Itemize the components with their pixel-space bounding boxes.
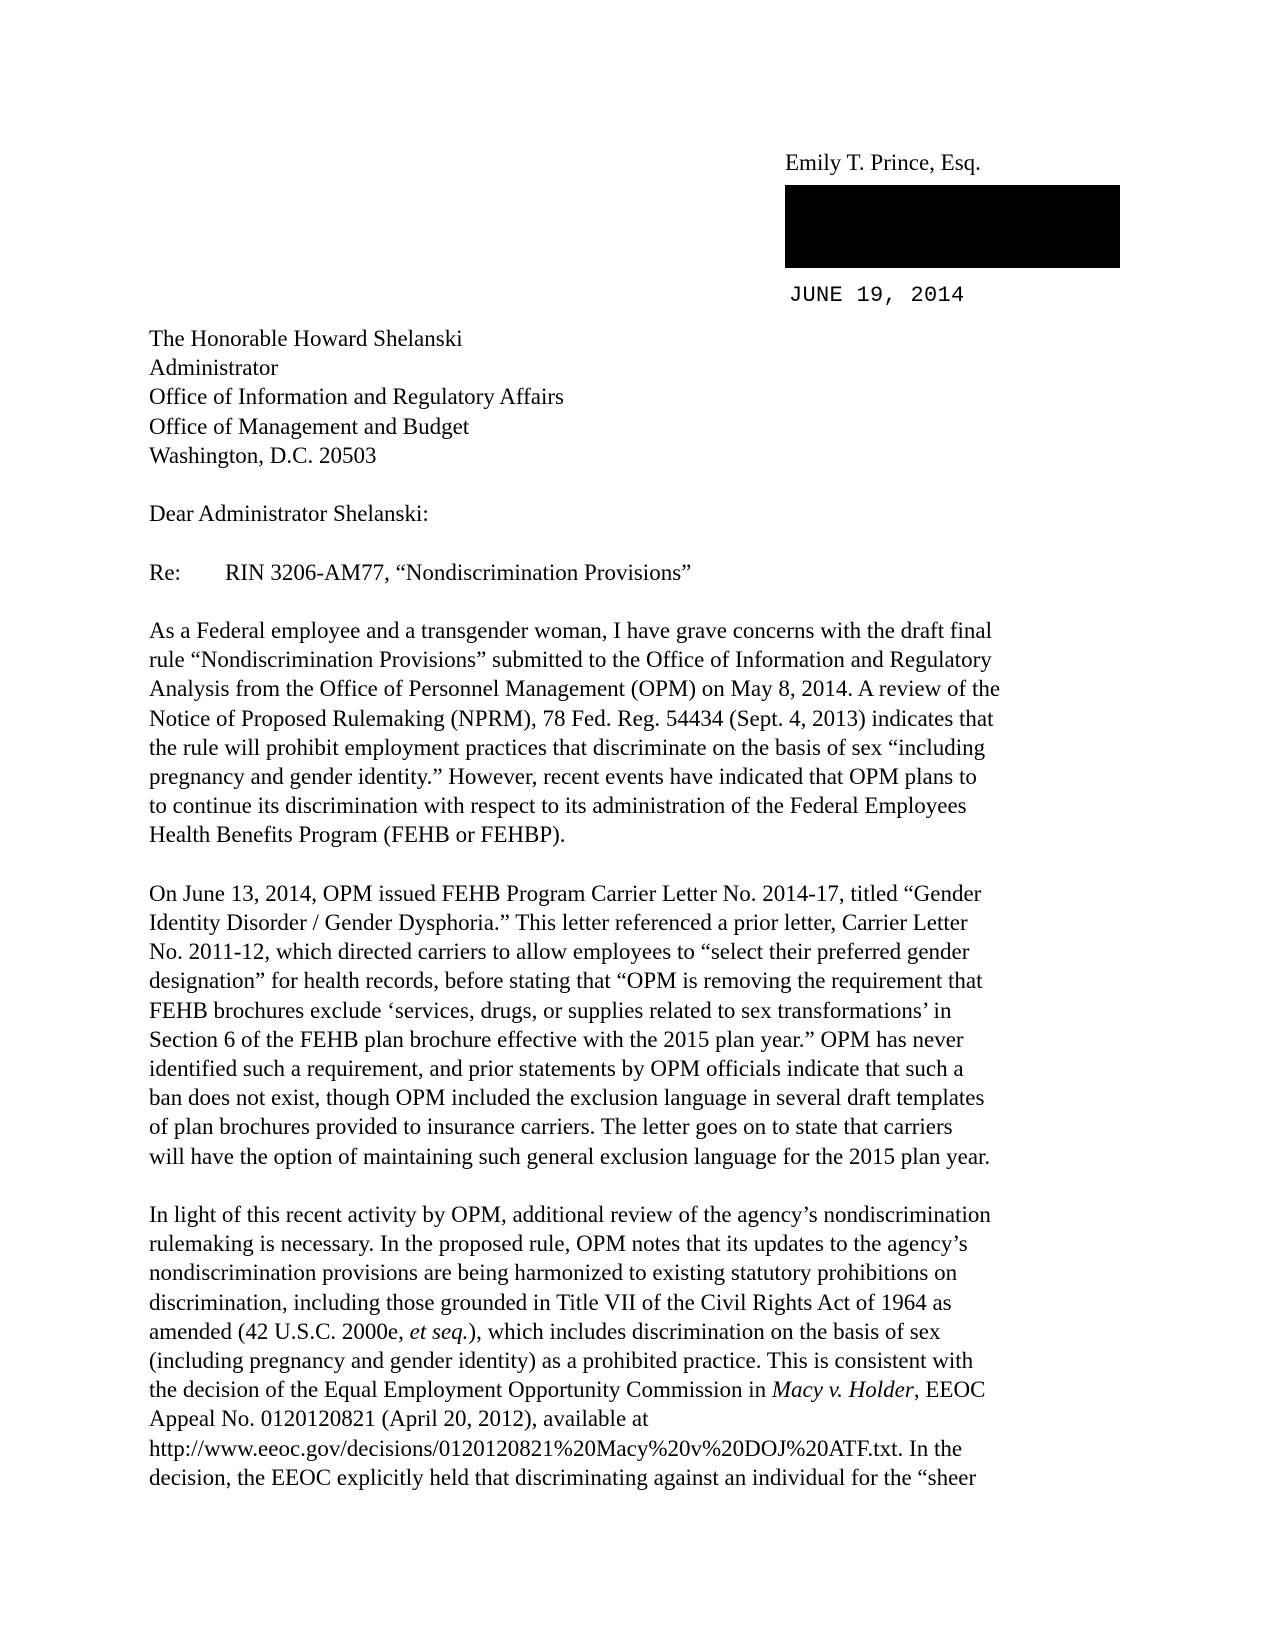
paragraph-line: FEHB brochures exclude ‘services, drugs, or supplies related to sex transformations’ in [149, 997, 952, 1023]
paragraph-line: No. 2011-12, which directed carriers to allow employees to “select their preferred gender [149, 939, 970, 965]
paragraph-line: As a Federal employee and a transgender woman, I have grave concerns with the draft final [149, 617, 992, 643]
paragraph-line: Health Benefits Program (FEHB or FEHBP). [149, 822, 566, 848]
letter-date: JUNE 19, 2014 [789, 283, 965, 308]
paragraph-line: Identity Disorder / Gender Dysphoria.” This letter referenced a prior letter, Carrier Letter [149, 910, 968, 935]
paragraph-line: the rule will prohibit employment practices that discriminate on the basis of sex “including [149, 734, 986, 760]
paragraph-line: discrimination, including those grounded in Title VII of the Civil Rights Act of 1964 as [149, 1289, 952, 1315]
sender-name: Emily T. Prince, Esq. [785, 150, 981, 175]
paragraph-line: rule “Nondiscrimination Provisions” submitted to the Office of Information and Regulatory [149, 647, 992, 673]
paragraph-1 [149, 616, 1129, 850]
line-segment: amended (42 U.S.C. 2000e, [149, 1318, 410, 1344]
paragraph-line [149, 1375, 1129, 1404]
letter-body [149, 324, 1129, 1492]
line-segment: the decision of the Equal Employment Opportunity Commission in [149, 1377, 772, 1403]
recipient-line: Washington, D.C. 20503 [149, 442, 377, 468]
paragraph-line: Notice of Proposed Rulemaking (NPRM), 78 Fed. Reg. 54434 (Sept. 4, 2013) indicates that [149, 705, 994, 731]
recipient-line: The Honorable Howard Shelanski [149, 326, 463, 351]
paragraph-line: Analysis from the Office of Personnel Management (OPM) on May 8, 2014. A review of the [149, 676, 1001, 702]
subject-label: Re: [149, 559, 181, 585]
paragraph-line: designation” for health records, before stating that “OPM is removing the requirement that [149, 968, 983, 994]
citation-italic: et seq. [409, 1318, 469, 1344]
paragraph-line: nondiscrimination provisions are being harmonized to existing statutory prohibitions on [149, 1260, 958, 1286]
paragraph-line: to continue its discrimination with respect to its administration of the Federal Employees [149, 793, 967, 819]
sender-block [785, 148, 1125, 308]
paragraph-line: ban does not exist, though OPM included the exclusion language in several draft templates [149, 1085, 985, 1111]
paragraph-line: On June 13, 2014, OPM issued FEHB Program Carrier Letter No. 2014-17, titled “Gender [149, 880, 982, 906]
case-name-italic: Macy v. Holder [771, 1377, 914, 1403]
redacted-address-block [785, 185, 1120, 268]
paragraph-line: (including pregnancy and gender identity) as a prohibited practice. This is consistent with [149, 1348, 974, 1374]
salutation: Dear Administrator Shelanski: [149, 501, 429, 527]
paragraph-line: will have the option of maintaining such general exclusion language for the 2015 plan year. [149, 1143, 991, 1169]
paragraph-line: of plan brochures provided to insurance carriers. The letter goes on to state that carriers [149, 1114, 953, 1140]
paragraph-line: Section 6 of the FEHB plan brochure effective with the 2015 plan year.” OPM has never [149, 1026, 964, 1052]
paragraph-3 [149, 1200, 1129, 1492]
paragraph-line: In light of this recent activity by OPM, additional review of the agency’s nondiscrimination [149, 1202, 991, 1228]
recipient-line: Office of Information and Regulatory Affairs [149, 384, 564, 410]
paragraph-line: Appeal No. 0120120821 (April 20, 2012), available at [149, 1406, 649, 1432]
paragraph-line: decision, the EEOC explicitly held that discriminating against an individual for the “sheer [149, 1464, 977, 1490]
recipient-line: Administrator [149, 355, 279, 381]
paragraph-line: identified such a requirement, and prior statements by OPM officials indicate that such a [149, 1056, 964, 1082]
recipient-line: Office of Management and Budget [149, 413, 470, 439]
paragraph-line: rulemaking is necessary. In the proposed rule, OPM notes that its updates to the agency’s [149, 1231, 968, 1257]
subject-line [149, 558, 1129, 587]
line-segment: , EEOC [913, 1377, 986, 1403]
paragraph-line [149, 1317, 1129, 1346]
subject-text: RIN 3206-AM77, “Nondiscrimination Provisions” [225, 559, 692, 585]
line-segment: ), which includes discrimination on the basis of sex [468, 1318, 941, 1344]
paragraph-2 [149, 879, 1129, 1171]
paragraph-line: pregnancy and gender identity.” However, recent events have indicated that OPM plans to [149, 764, 977, 789]
recipient-address [149, 324, 1129, 470]
eeoc-decision-url: http://www.eeoc.gov/decisions/0120120821%20Macy%20v%20DOJ%20ATF.txt. In the [149, 1435, 963, 1461]
